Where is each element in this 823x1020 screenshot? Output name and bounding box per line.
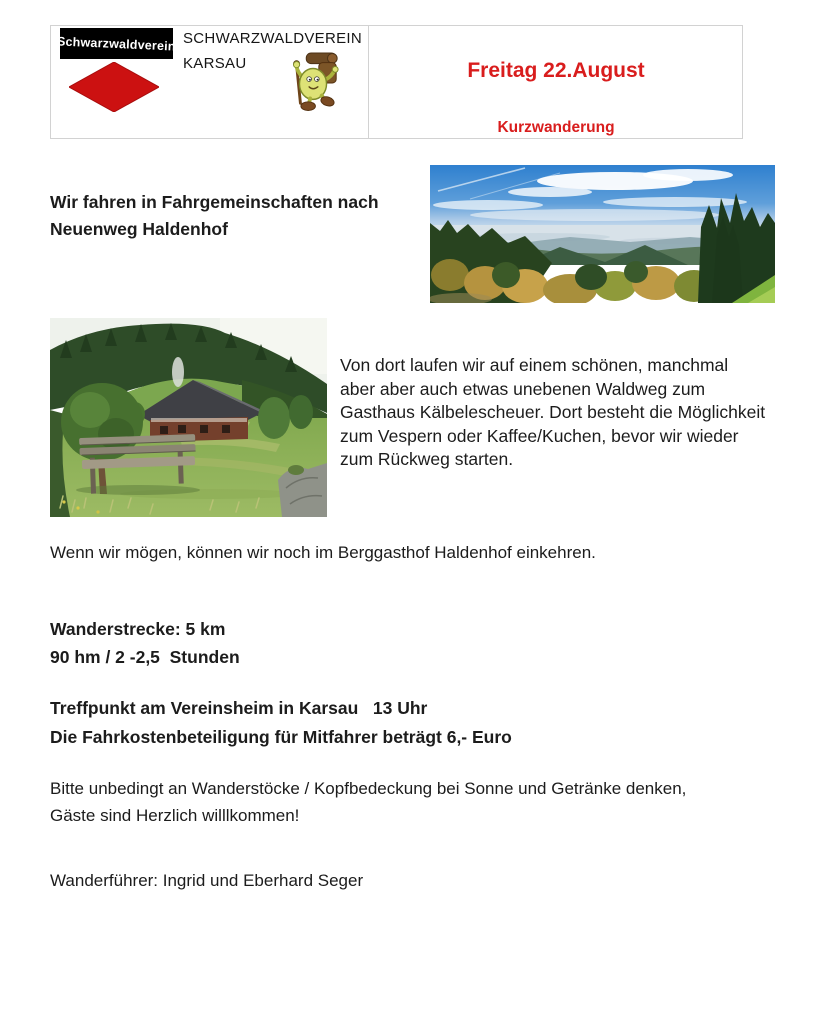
meeting-info	[50, 694, 512, 752]
stat-elevation-duration: 90 hm / 2 -2,5 Stunden	[50, 647, 240, 667]
intro-line: Neuenweg Haldenhof	[50, 219, 228, 239]
event-type-heading: Kurzwanderung	[497, 119, 615, 136]
intro-text	[50, 189, 379, 243]
hiking-mascot-icon	[284, 52, 342, 117]
event-date-heading: Freitag 22.August	[467, 59, 645, 82]
club-diamond-icon	[69, 62, 159, 117]
farmhouse-meadow-photo	[50, 318, 327, 517]
reminder-line: Bitte unbedingt an Wanderstöcke / Kopfbedeckung bei Sonne und Getränke denken,	[50, 779, 687, 798]
guide-line: Wanderführer: Ingrid und Eberhard Seger	[50, 871, 364, 890]
description-line: Von dort laufen wir auf einem schönen, manchmal	[340, 355, 729, 375]
cost-line: Die Fahrkostenbeteiligung für Mitfahrer beträgt 6,- Euro	[50, 727, 512, 747]
description-paragraph	[340, 354, 765, 472]
header-box	[50, 25, 743, 139]
description-line: zum Vespern oder Kaffee/Kuchen, bevor wir wieder	[340, 425, 739, 446]
description-line: zum Rückweg starten.	[340, 449, 514, 470]
reminder-line: Gäste sind Herzlich willlkommen!	[50, 806, 300, 825]
hike-stats	[50, 615, 240, 671]
meeting-point-line: Treffpunkt am Vereinsheim in Karsau 13 Uhr	[50, 698, 428, 718]
stat-distance: Wanderstrecke: 5 km	[50, 619, 226, 639]
description-line: Gasthaus Kälbelescheuer. Dort besteht die Möglichkeit	[340, 402, 766, 423]
club-name: SCHWARZWALDVEREIN	[183, 30, 362, 47]
schwarzwaldverein-badge	[56, 28, 177, 59]
club-place: KARSAU	[183, 55, 247, 72]
reminder-text	[50, 775, 686, 829]
note-text: Wenn wir mögen, können wir noch im Berggasthof Haldenhof einkehren.	[50, 543, 596, 562]
description-line: aber aber auch etwas unebenen Waldweg zum	[340, 378, 706, 399]
schwarzwaldverein-badge-label: Schwarzwaldverein	[56, 33, 177, 54]
intro-line: Wir fahren in Fahrgemeinschaften nach	[50, 192, 379, 212]
panorama-landscape-photo	[430, 165, 775, 303]
